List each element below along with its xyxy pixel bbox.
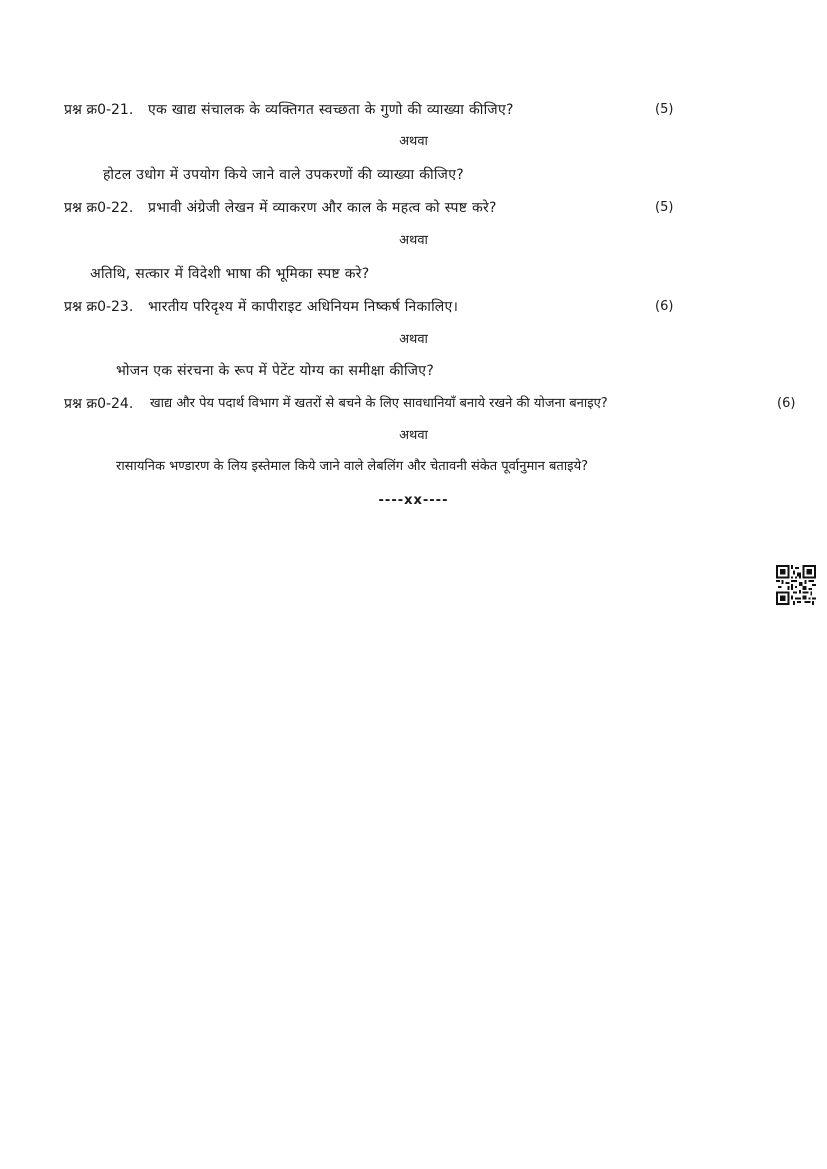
question-23-label: प्रश्न क्र0-23. <box>64 299 134 315</box>
question-22-marks: (5) <box>655 200 674 215</box>
question-23-or: अथवा <box>399 332 428 347</box>
question-21-label: प्रश्न क्र0-21. <box>64 102 134 118</box>
question-24-label: प्रश्न क्र0-24. <box>64 396 134 412</box>
question-22-or: अथवा <box>399 233 428 248</box>
question-23-marks: (6) <box>655 299 674 314</box>
question-21-marks: (5) <box>655 102 674 117</box>
qr-code-icon <box>776 565 816 605</box>
end-marker: ----xx---- <box>378 493 449 508</box>
question-24-marks: (6) <box>777 396 796 411</box>
question-23-alternative: भोजन एक संरचना के रूप में पेटेंट योग्य का समीक्षा कीजिए? <box>116 363 435 379</box>
question-24-or: अथवा <box>399 428 428 443</box>
question-24-text: खाद्य और पेय पदार्थ विभाग में खतरों से बचने के लिए सावधानियाँ बनाये रखने की योजना बनाइए? <box>150 396 608 411</box>
question-21-or: अथवा <box>399 134 428 149</box>
question-21-alternative: होटल उधोग में उपयोग किये जाने वाले उपकरणों की व्याख्या कीजिए? <box>103 167 464 183</box>
question-22-label: प्रश्न क्र0-22. <box>64 200 134 216</box>
question-23-text: भारतीय परिदृश्य में कापीराइट अधिनियम निष्कर्ष निकालिए। <box>148 299 459 315</box>
question-22-text: प्रभावी अंग्रेजी लेखन में व्याकरण और काल के महत्व को स्पष्ट करे? <box>148 200 497 216</box>
question-21-text: एक खाद्य संचालक के व्यक्तिगत स्वच्छता के गुणो की व्याख्या कीजिए? <box>148 102 514 118</box>
question-22-alternative: अतिथि, सत्कार में विदेशी भाषा की भूमिका स्पष्ट करे? <box>90 266 370 282</box>
question-24-alternative: रासायनिक भण्डारण के लिय इस्तेमाल किये जाने वाले लेबलिंग और चेतावनी संकेत पूर्वानुमान बताइये? <box>116 459 589 474</box>
